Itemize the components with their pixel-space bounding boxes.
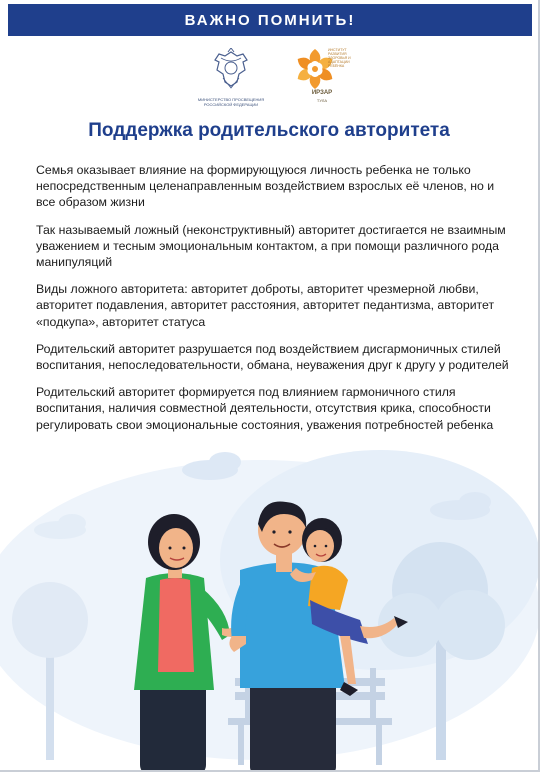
ministry-emblem-icon [211, 48, 251, 92]
paragraph-1: Семья оказывает влияние на формирующуюся личность ребенка не только непосредственным целенаправленным воздействием взрослых её членов, но и все образом жизни [36, 163, 495, 210]
paragraph-2: Так называемый ложный (неконструктивный) авторитет достигается не взаимным уважением и тесным эмоциональным контактом, а при помощи различного рода манипуляций [36, 222, 506, 270]
body-text [36, 162, 512, 444]
banner-text: ВАЖНО ПОМНИТЬ! [184, 11, 356, 29]
ministry-text: МИНИСТЕРСТВО ПРОСВЕЩЕНИЯ РОССИЙСКОЙ ФЕДЕРАЦИИ [197, 97, 265, 107]
ministry-logo [196, 48, 266, 107]
cloud-icon [182, 452, 241, 480]
irzar-arc-text: ИНСТИТУТ РАЗВИТИЯ ЗДОРОВЬЯ И АДАПТАЦИИ РЕБЁНКА [328, 48, 351, 68]
header-banner [8, 4, 532, 36]
paragraph-4: Родительский авторитет разрушается под воздействием дисгармоничных стилей воспитания, непоследовательности, обмана, неуважения друг к другу у родителей [36, 341, 509, 373]
page-title: Поддержка родительского авторитета [88, 120, 450, 141]
paragraph-5: Родительский авторитет формируется под влиянием гармоничного стиля воспитания, наличия совместной деятельности, отсутствия крика, способности регулировать свои эмоциональные состояния, уважения потребностей ребенка [36, 385, 494, 432]
logos-row [0, 48, 538, 118]
family-illustration [0, 440, 538, 770]
irzar-name: ИРЗАР [311, 90, 333, 96]
paragraph-3: Виды ложного авторитета: авторитет доброты, авторитет чрезмерной любви, авторитет подавления, авторитет расстояния, авторитет педантизма, авторитет «подкупа», авторитет статуса [36, 282, 495, 329]
irzar-logo [290, 44, 354, 116]
irzar-city: ТУЛА [316, 98, 328, 103]
